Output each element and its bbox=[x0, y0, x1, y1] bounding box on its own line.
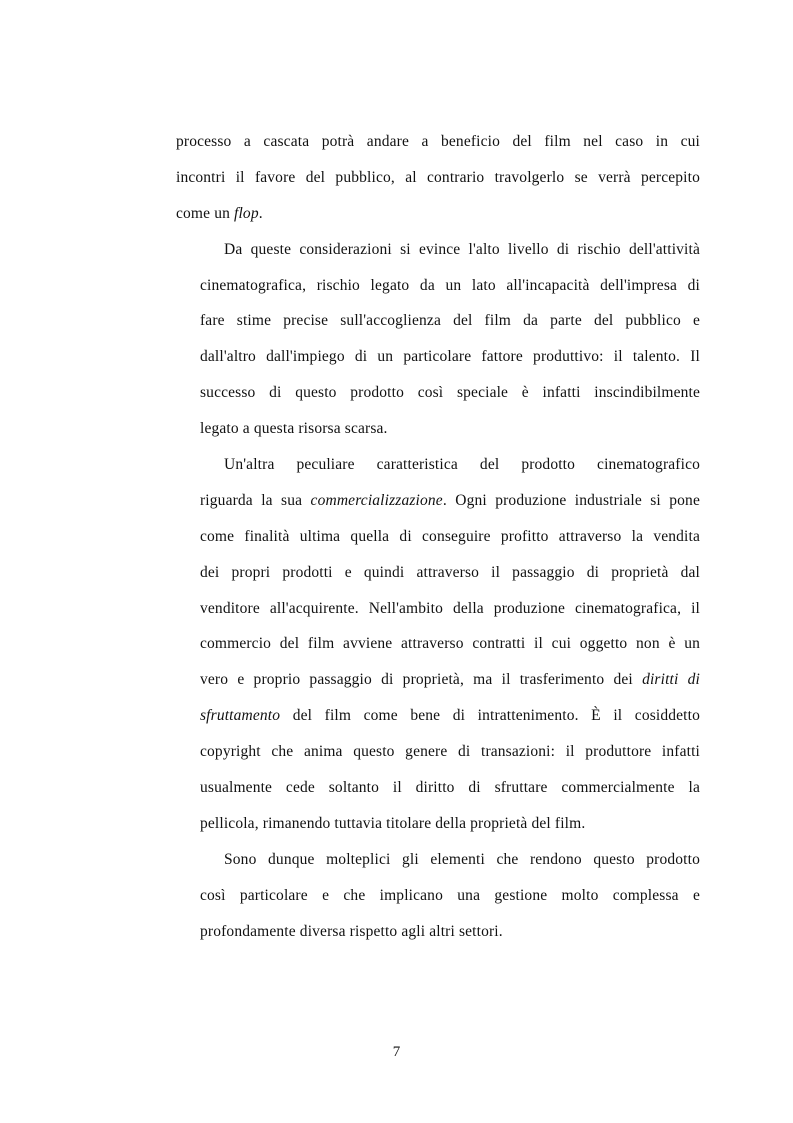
text-line: successo di questo prodotto così speciale è infatti inscindibilmente bbox=[200, 384, 700, 402]
text-line: processo a cascata potrà andare a beneficio del film nel caso in cui bbox=[176, 133, 700, 150]
text-line: usualmente cede soltanto il diritto di sfruttare commercialmente la bbox=[200, 779, 700, 797]
text-line: Da queste considerazioni si evince l'alto livello di rischio dell'attività bbox=[224, 240, 700, 258]
paragraph bbox=[176, 232, 700, 447]
document-body bbox=[176, 124, 700, 949]
text-line: come un flop. bbox=[176, 204, 263, 222]
text-line: fare stime precise sull'accoglienza del film da parte del pubblico e bbox=[200, 312, 700, 330]
text-line: copyright che anima questo genere di transazioni: il produttore infatti bbox=[200, 743, 700, 761]
text-line: dall'altro dall'impiego di un particolare fattore produttivo: il talento. Il bbox=[200, 348, 700, 366]
italic-term: sfruttamento bbox=[200, 707, 281, 725]
italic-term: flop bbox=[234, 204, 259, 222]
text-line: commercio del film avviene attraverso contratti il cui oggetto non è un bbox=[200, 635, 700, 653]
text-line: Un'altra peculiare caratteristica del prodotto cinematografico bbox=[224, 456, 700, 474]
text-line: dei propri prodotti e quindi attraverso il passaggio di proprietà dal bbox=[200, 563, 700, 581]
text-line: Sono dunque molteplici gli elementi che rendono questo prodotto bbox=[224, 850, 700, 868]
page-number: 7 bbox=[392, 1044, 401, 1060]
text-line: vero e proprio passaggio di proprietà, ma il trasferimento dei diritti di bbox=[200, 671, 700, 689]
text-line: legato a questa risorsa scarsa. bbox=[200, 420, 388, 438]
italic-term: diritti di bbox=[642, 671, 700, 689]
italic-term: commercializzazione bbox=[310, 491, 443, 509]
text-line: incontri il favore del pubblico, al contrario travolgerlo se verrà percepito bbox=[176, 168, 700, 186]
text-line: venditore all'acquirente. Nell'ambito della produzione cinematografica, il bbox=[200, 599, 700, 617]
paragraph bbox=[176, 842, 700, 950]
text-line: profondamente diversa rispetto agli altri settori. bbox=[200, 922, 503, 940]
text-line: come finalità ultima quella di conseguire profitto attraverso la vendita bbox=[200, 527, 700, 545]
text-line: cinematografica, rischio legato da un lato all'incapacità dell'impresa di bbox=[200, 276, 700, 294]
text-line: così particolare e che implicano una gestione molto complessa e bbox=[200, 886, 700, 904]
text-line: sfruttamento del film come bene di intrattenimento. È il cosiddetto bbox=[200, 707, 700, 725]
text-line: pellicola, rimanendo tuttavia titolare della proprietà del film. bbox=[200, 814, 586, 832]
text-line: riguarda la sua commercializzazione. Ogni produzione industriale si pone bbox=[200, 491, 700, 509]
paragraph bbox=[176, 124, 700, 232]
paragraph bbox=[176, 447, 700, 842]
